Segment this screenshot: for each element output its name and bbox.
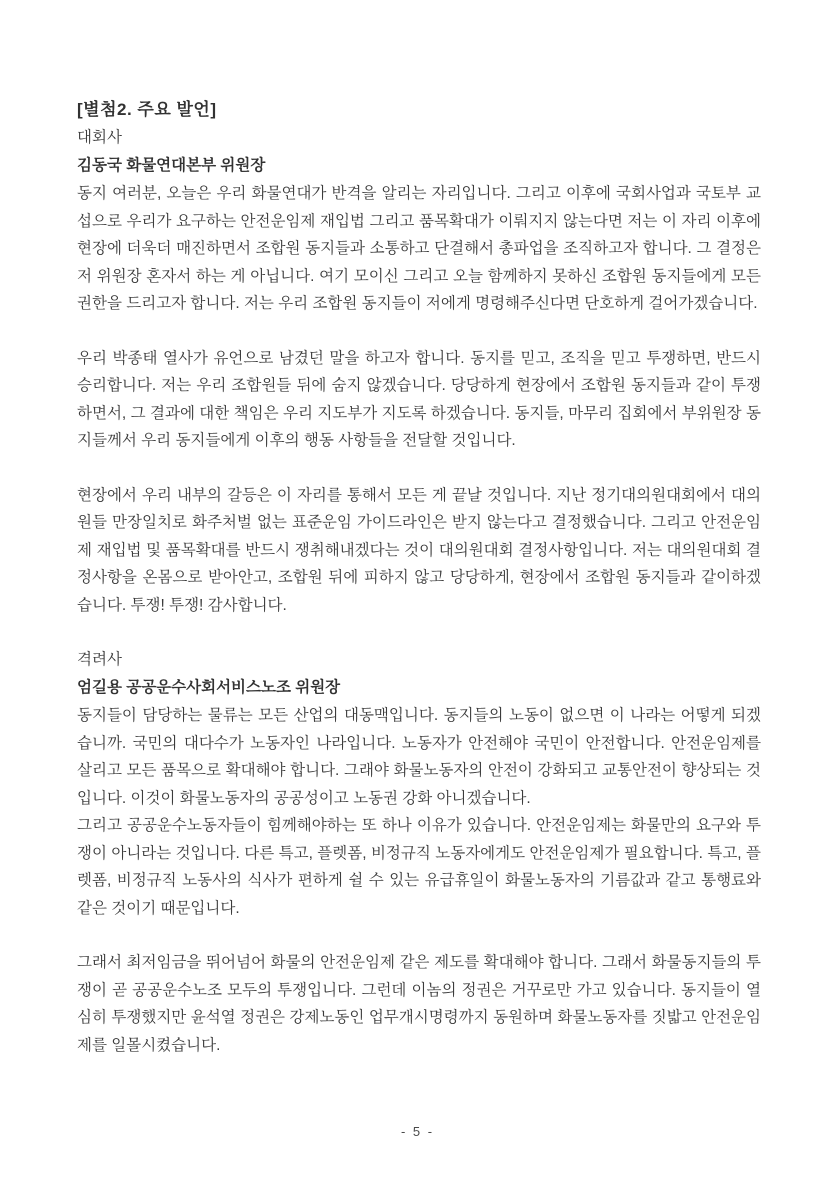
paragraph: 동지들이 담당하는 물류는 모든 산업의 대동맥입니다. 동지들의 노동이 없으면 이 나라는 어떻게 되겠습니까. 국민의 대다수가 노동자인 나라입니다. 노동자가 안전해야 국민이 안전합니다. 안전운임제를 살리고 모든 품목으로 확대해야 합니다. 그래야 화물노동자의 안전이 강화되고 교통안전이 향상되는 것입니다. 이것이 화물노동자의 공공성이고 노동권 강화 아니겠습니다. [77,707,761,807]
document-content [77,96,761,1059]
paragraph: 동지 여러분, 오늘은 우리 화물연대가 반격을 알리는 자리입니다. 그리고 이후에 국회사업과 국토부 교섭으로 우리가 요구하는 안전운임제 재입법 그리고 품목확대가 이뤄지지 않는다면 저는 이 자리 이후에 현장에 더욱더 매진하면서 조합원 동지들과 소통하고 단결해서 총파업을 조직하고자 합니다. 그 결정은 저 위원장 혼자서 하는 게 아닙니다. 여기 모이신 그리고 오늘 함께하지 못하신 조합원 동지들에게 모든 권한을 드리고자 합니다. 저는 우리 조합원 동지들이 저에게 명령해주신다면 단호하게 걸어가겠습니다. [77,185,761,312]
section-role-label: 대회사 [77,129,122,146]
page-number: - 5 - [400,1124,435,1139]
paragraph: 우리 박종태 열사가 유언으로 남겼던 말을 하고자 합니다. 동지를 믿고, 조직을 믿고 투쟁하면, 반드시 승리합니다. 저는 우리 조합원들 뒤에 숨지 않겠습니다. 당당하게 현장에서 조합원 동지들과 같이 투쟁하면서, 그 결과에 대한 책임은 우리 지도부가 지도록 하겠습니다. 동지들, 마무리 집회에서 부위원장 동지들께서 우리 동지들에게 이후의 행동 사항들을 전달할 것입니다. [77,349,761,449]
paragraph: 그리고 공공운수노동자들이 힘께해야하는 또 하나 이유가 있습니다. 안전운임제는 화물만의 요구와 투쟁이 아니라는 것입니다. 다른 특고, 플렛폼, 비정규직 노동자에게도 안전운임제가 필요합니다. 특고, 플렛폼, 비정규직 노동사의 식사가 편하게 쉴 수 있는 유급휴일이 화물노동자의 기름값과 같고 통행료와 같은 것이기 때문입니다. [77,817,761,917]
section-encouraging-address [77,646,761,1059]
section-role-label: 격려사 [77,651,122,668]
paragraph: 현장에서 우리 내부의 갈등은 이 자리를 통해서 모든 게 끝날 것입니다. 지난 정기대의원대회에서 대의원들 만장일치로 화주처벌 없는 표준운임 가이드라인은 받지 않는다고 결정했습니다. 그리고 안전운임제 재입법 및 품목확대를 반드시 쟁취해내겠다는 것이 대의원대회 결정사항입니다. 저는 대의원대회 결정사항을 온몸으로 받아안고, 조합원 뒤에 피하지 않고 당당하게, 현장에서 조합원 동지들과 같이하겠습니다. 투쟁! 투쟁! 감사합니다. [77,486,761,614]
paragraph: 그래서 최저임금을 뛰어넘어 화물의 안전운임제 같은 제도를 확대해야 합니다. 그래서 화물동지들의 투쟁이 곧 공공운수노조 모두의 투쟁입니다. 그런데 이놈의 정권은 거꾸로만 가고 있습니다. 동지들이 열심히 투쟁했지만 윤석열 정권은 강제노동인 업무개시명령까지 동원하며 화물노동자를 짓밟고 안전운임제를 일몰시켰습니다. [77,954,761,1054]
speaker-name: 김동국 화물연대본부 위원장 [77,157,266,174]
page-title: [별첨2. 주요 발언] [77,100,217,119]
speaker-name: 엄길용 공공운수사회서비스노조 위원장 [77,679,341,696]
section-opening-address [77,124,761,619]
